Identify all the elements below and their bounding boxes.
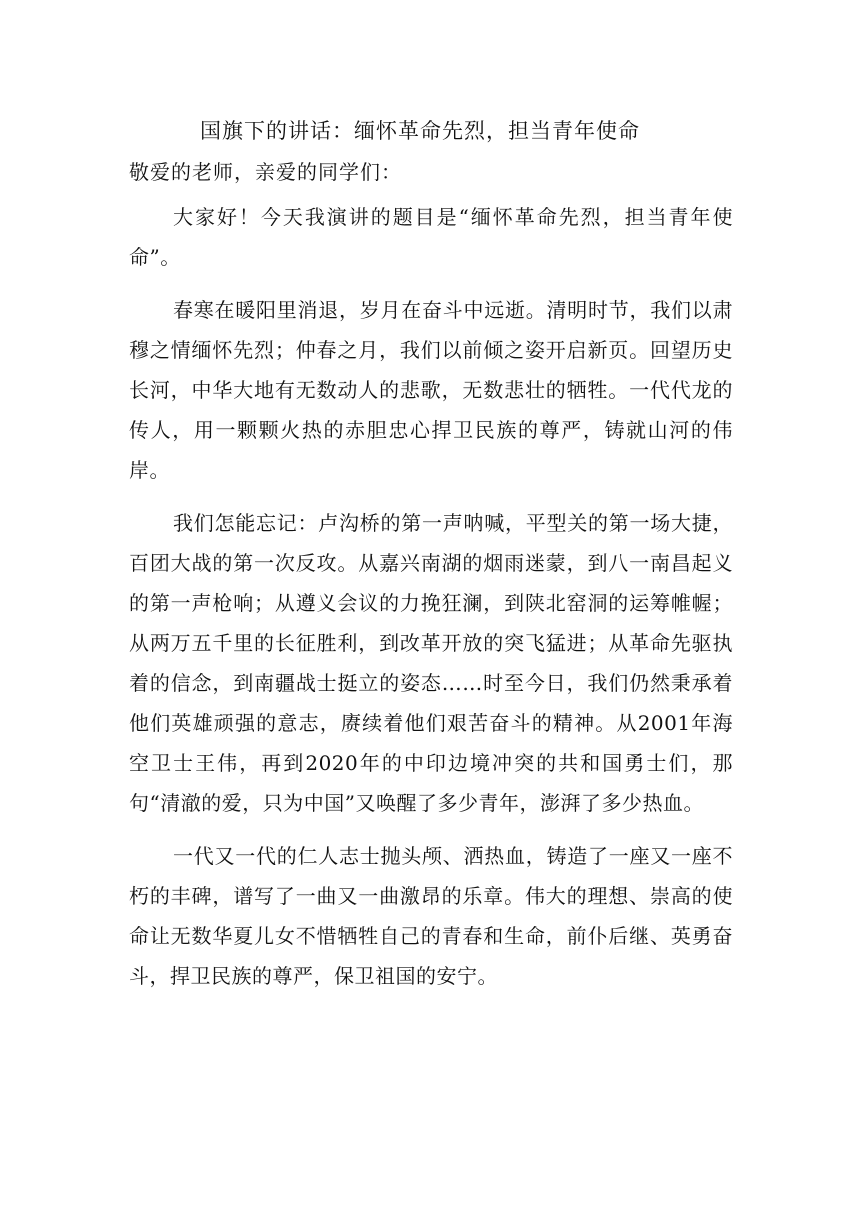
paragraph-remembrance: 春寒在暖阳里消退，岁月在奋斗中远逝。清明时节，我们以肃穆之情缅怀先烈；仲春之月，我们以前倾之姿开启新页。回望历史长河，中华大地有无数动人的悲歌，无数悲壮的牺牲。一代代龙的传人，用一颗颗火热的赤胆忠心捍卫民族的尊严，铸就山河的伟岸。 (129, 298, 733, 482)
paragraph-mission: 一代又一代的仁人志士抛头颅、洒热血，铸造了一座又一座不朽的丰碑，谱写了一曲又一曲激昂的乐章。伟大的理想、崇高的使命让无数华夏儿女不惜牺牲自己的青春和生命，前仆后继、英勇奋斗，捍卫民族的尊严，保卫祖国的安宁。 (129, 844, 733, 988)
paragraph-history: 我们怎能忘记：卢沟桥的第一声呐喊，平型关的第一场大捷，百团大战的第一次反攻。从嘉兴南湖的烟雨迷蒙，到八一南昌起义的第一声枪响；从遵义会议的力挽狂澜，到陕北窑洞的运筹帷幄；从两万五千里的长征胜利，到改革开放的突飞猛进；从革命先驱执着的信念，到南疆战士挺立的姿态……时至今日，我们仍然秉承着他们英雄顽强的意志，赓续着他们艰苦奋斗的精神。从2001年海空卫士王伟，再到2020年的中印边境冲突的共和国勇士们，那句“清澈的爱，只为中国”又唤醒了多少青年，澎湃了多少热血。 (129, 511, 733, 815)
document-title: 国旗下的讲话：缅怀革命先烈，担当青年使命 (200, 119, 640, 143)
salutation: 敬爱的老师，亲爱的同学们： (129, 160, 402, 184)
document-body (129, 197, 733, 1009)
paragraph-greeting: 大家好！今天我演讲的题目是“缅怀革命先烈，担当青年使命”。 (129, 205, 733, 269)
